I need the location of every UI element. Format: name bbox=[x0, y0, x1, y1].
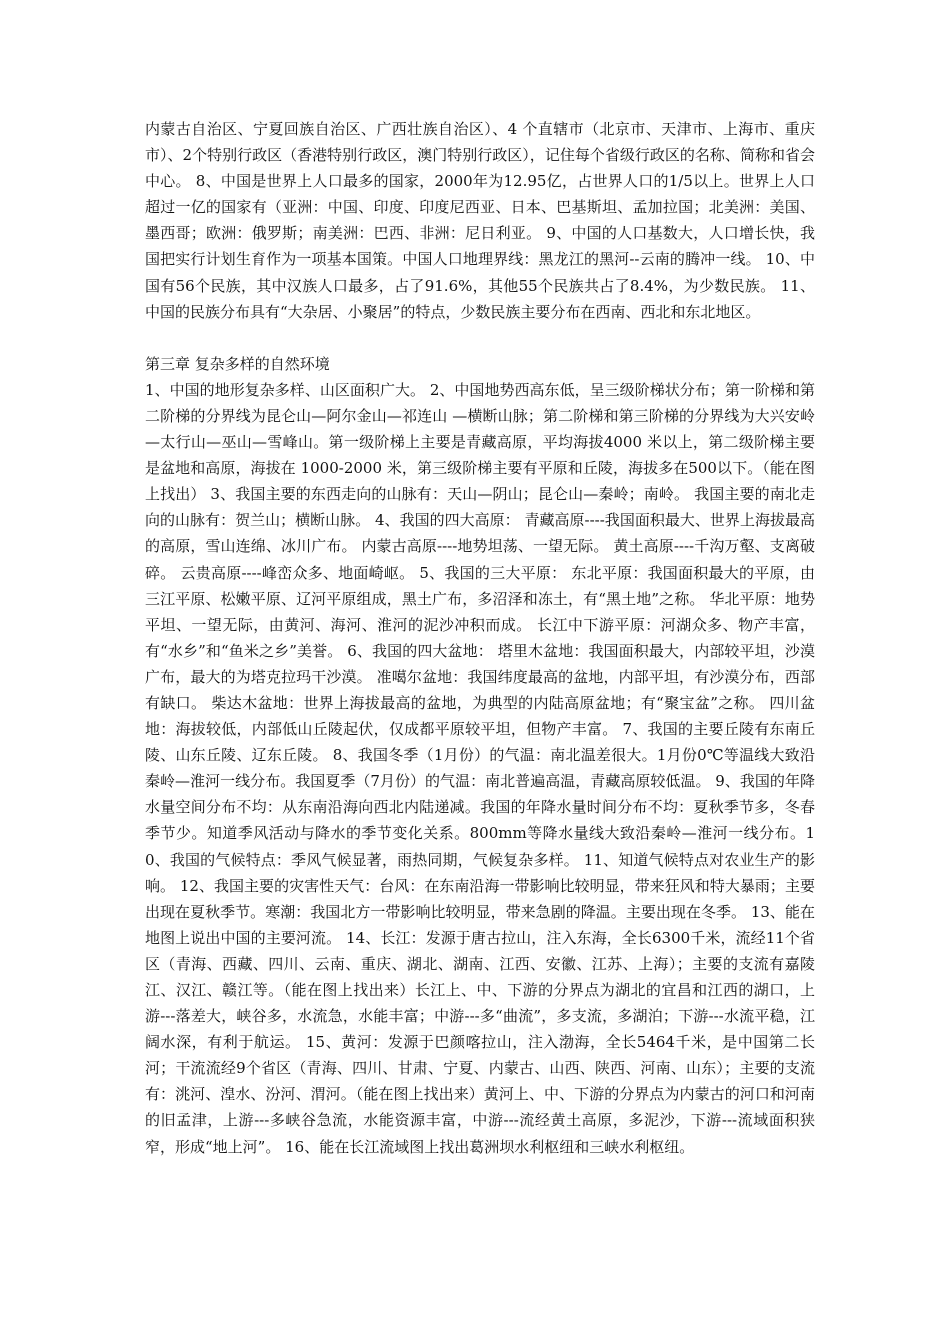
chapter-body: 1、中国的地形复杂多样、山区面积广大。 2、中国地势西高东低，呈三级阶梯状分布；第一阶梯和第二阶梯的分界线为昆仑山—阿尔金山—祁连山 —横断山脉；第二阶梯和第三阶梯的分界线为大兴安岭—太行山—巫山—雪峰山。第一级阶梯上主要是青藏高原，平均海拔4000 米以上，第二级阶梯主要是盆地和高原，海拔在 1000-2000 米，第三级阶梯主要有平原和丘陵，海拔多在500以下。（能在图上找出） 3、我国主要的东西走向的山脉有：天山—阴山；昆仑山—秦岭；南岭。 我国主要的南北走向的山脉有：贺兰山；横断山脉。 4、我国的四大高原： 青藏高原----我国面积最大、世界上海拔最高的高原，雪山连绵、冰川广布。 内蒙古高原----地势坦荡、一望无际。 黄土高原----千沟万壑、支离破碎。 云贵高原----峰峦众多、地面崎岖。 5、我国的三大平原： 东北平原：我国面积最大的平原，由三江平原、松嫩平原、辽河平原组成，黑土广布，多沼泽和冻土，有“黑土地”之称。 华北平原：地势平坦、一望无际，由黄河、海河、淮河的泥沙冲积而成。 长江中下游平原：河湖众多、物产丰富，有“水乡”和“鱼米之乡”美誉。 6、我国的四大盆地： 塔里木盆地：我国面积最大，内部较平坦，沙漠广布，最大的为塔克拉玛干沙漠。 准噶尔盆地：我国纬度最高的盆地，内部平坦，有沙漠分布，西部有缺口。 柴达木盆地：世界上海拔最高的盆地，为典型的内陆高原盆地；有“聚宝盆”之称。 四川盆地：海拔较低，内部低山丘陵起伏，仅成都平原较平坦，但物产丰富。 7、我国的主要丘陵有东南丘陵、山东丘陵、辽东丘陵。 8、我国冬季（1月份）的气温：南北温差很大。1月份0℃等温线大致沿秦岭—淮河一线分布。我国夏季（7月份）的气温：南北普遍高温，青藏高原较低温。 9、我国的年降水量空间分布不均：从东南沿海向西北内陆递减。我国的年降水量时间分布不均：夏秋季节多，冬春季节少。知道季风活动与降水的季节变化关系。800mm等降水量线大致沿秦岭—淮河一线分布。10、我国的气候特点：季风气候显著，雨热同期，气候复杂多样。 11、知道气候特点对农业生产的影响。 12、我国主要的灾害性天气：台风：在东南沿海一带影响比较明显，带来狂风和特大暴雨；主要出现在夏秋季节。寒潮：我国北方一带影响比较明显，带来急剧的降温。主要出现在冬季。 13、能在地图上说出中国的主要河流。 14、长江：发源于唐古拉山，注入东海，全长6300千米，流经11个省区（青海、西藏、四川、云南、重庆、湖北、湖南、江西、安徽、江苏、上海）；主要的支流有嘉陵江、汉江、赣江等。（能在图上找出来）长江上、中、下游的分界点为湖北的宜昌和江西的湖口，上游---落差大，峡谷多，水流急，水能丰富；中游---多“曲流”，多支流，多湖泊；下游---水流平稳，江阔水深，有利于航运。 15、黄河：发源于巴颜喀拉山，注入渤海，全长5464千米，是中国第二长河；干流流经9个省区（青海、四川、甘肃、宁夏、内蒙古、山西、陕西、河南、山东）；主要的支流有：洮河、湟水、汾河、渭河。（能在图上找出来）黄河上、中、下游的分界点为内蒙古的河口和河南的旧孟津，上游---多峡谷急流，水能资源丰富，中游---流经黄土高原，多泥沙，下游---流域面积狭窄，形成“地上河”。 16、能在长江流域图上找出葛洲坝水利枢纽和三峡水利枢纽。 bbox=[145, 380, 815, 1156]
intro-paragraph: 内蒙古自治区、宁夏回族自治区、广西壮族自治区）、4 个直辖市（北京市、天津市、上海市、重庆市）、2个特别行政区（香港特别行政区，澳门特别行政区），记住每个省级行政区的名称、简称和省会中心。 8、中国是世界上人口最多的国家，2000年为12.95亿，占世界人口的1/5以上。世界上人口超过一亿的国家有（亚洲：中国、印度、印度尼西亚、日本、巴基斯坦、孟加拉国；北美洲：美国、墨西哥；欧洲：俄罗斯；南美洲：巴西、非洲：尼日利亚。 9、中国的人口基数大，人口增长快，我国把实行计划生育作为一项基本国策。中国人口地理界线：黑龙江的黑河--云南的腾冲一线。 10、中国有56个民族，其中汉族人口最多，占了91.6%，其他55个民族共占了8.4%，为少数民族。 11、中国的民族分布具有“大杂居、小聚居”的特点，少数民族主要分布在西南、西北和东北地区。 bbox=[145, 120, 815, 321]
document-page bbox=[145, 116, 815, 1160]
chapter-title: 第三章 复杂多样的自然环境 bbox=[145, 354, 330, 373]
paragraph-gap bbox=[145, 325, 815, 351]
